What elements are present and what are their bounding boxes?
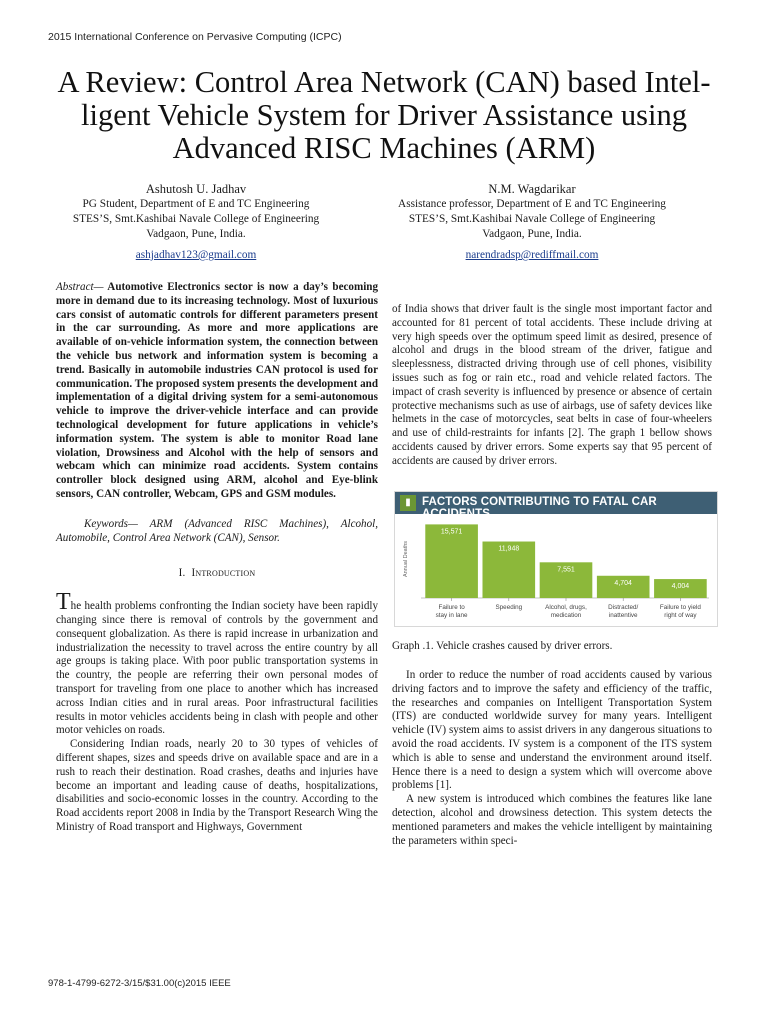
title-line-3: Advanced RISC Machines (ARM): [172, 131, 596, 165]
abstract-text: Automotive Electronics sector is now a day’s becoming more in demand due to its increasing technology. Most of luxurious cars consist of automatic controls for different parameters present in the car surrounding. As more and more applications are available of on-vehicle information system, the connection between the vehicle bus network and information system is becoming a trend. Basically in automobile industries CAN protocol is used for communication. The proposed system presents the development and implementation of a digital driving system for a semi-autonomous vehicle to improve the driver-vehicle interface and can provide technological development for future applications in vehicle’s information system. The system is able to monitor Road lane violation, Drowsiness and Alcohol with the help of sensors and webcam which can minimize road accidents. System contains controller block designed using ARM, alcohol and Eye-blink sensors, CAN controller, Webcam, GPS and GSM modules.: [56, 281, 378, 500]
author-affiliation: Assistance professor, Department of E and TC Engineering: [398, 198, 666, 210]
intro-paragraph-1: [56, 589, 378, 738]
chart-banner: [395, 492, 717, 514]
x-tick-label-3-1: Alcohol, drugs,: [545, 604, 587, 611]
drop-cap: T: [56, 589, 71, 616]
author-location: Vadgaon, Pune, India.: [146, 228, 246, 240]
right-paragraph-1: of India shows that driver fault is the single most important factor and accounted for 81 percent of total accidents. These include driving at very high speeds over the optimum speed limit as desired, presence of alcohol and drugs in the blood stream of the driver, fatigue and sleeplessness, distracted driving through use of cell phones, visibility issues such as fog or rain etc., road and vehicle related factors. The impact of crash severity is influenced by presence or absence of certain protective mechanisms such as use of airbags, use of safety devices like helmets in the case of motorcycles, seat belts in case of four-wheelers and use of child-restraints for infants [2]. The graph 1 bellow shows accidents caused by driver errors. Some experts say that 95 percent of accidents are caused by driver errors.: [392, 303, 712, 467]
right-paragraph-3: A new system is introduced which combines the features like lane detection, alcohol and drowsiness detection. This system detects the mentioned parameters and makes the vehicle intelligent by maintaining the parameters within speci-: [392, 793, 712, 847]
author-institution: STES’S, Smt.Kashibai Navale College of Engineering: [408, 213, 656, 225]
bar-value-label-5: 4,004: [671, 583, 690, 591]
author-email-link[interactable]: narendradsp@rediffmail.com: [465, 249, 599, 261]
page-footer: 978-1-4799-6272-3/15/$31.00(c)2015 IEEE: [48, 978, 231, 989]
keywords: Keywords— ARM (Advanced RISC Machines), Alcohol, Automobile, Control Area Network (CAN), Sensor.: [56, 517, 378, 544]
right-column: [392, 303, 712, 469]
abstract-label: Abstract—: [56, 281, 104, 293]
x-tick-label-3-2: medication: [550, 612, 582, 619]
title-line-2: ligent Vehicle System for Driver Assistance using: [81, 98, 687, 132]
author-block-1: [26, 181, 366, 263]
x-tick-label-5-1: Failure to yield: [659, 604, 701, 611]
left-column: [56, 281, 378, 835]
section-title: Introduction: [191, 567, 256, 580]
intro-paragraph-2: Considering Indian roads, nearly 20 to 30 types of vehicles of different shapes, sizes and speeds drive on available space and are in a rush to reach their destination. Road crashes, deaths and injuries have become an important and leading cause of deaths, hospitalizations, disabilities and socio-economic losses in the country. According to the Road accidents report 2008 in India by the Transport Research Wing the Ministry of Road transport and Highways, Government: [56, 738, 378, 833]
section-heading: [56, 567, 378, 581]
paper-title: [20, 66, 748, 165]
chart-title: FACTORS CONTRIBUTING TO FATAL CAR: [422, 496, 657, 508]
y-axis-label: Annual Deaths: [403, 540, 409, 578]
title-line-1: A Review: Control Area Network (CAN) based Intel-: [57, 65, 711, 99]
x-tick-label-5-2: right of way: [664, 612, 697, 619]
bar-value-label-4: 4,704: [614, 579, 632, 587]
author-name: Ashutosh U. Jadhav: [145, 182, 247, 196]
graph-caption: Graph .1. Vehicle crashes caused by driver errors.: [392, 640, 613, 652]
section-number: I.: [178, 567, 186, 580]
abstract: [56, 281, 378, 502]
bar-value-label-1: 15,571: [440, 528, 463, 536]
author-location: Vadgaon, Pune, India.: [482, 228, 582, 240]
right-column-lower: [392, 669, 712, 848]
x-tick-label-2-1: Speeding: [495, 604, 523, 611]
x-tick-label-1-1: Failure to: [438, 604, 465, 611]
conference-header: 2015 International Conference on Pervasive Computing (ICPC): [48, 31, 342, 43]
author-email-link[interactable]: ashjadhav123@gmail.com: [135, 249, 257, 261]
bar-value-label-3: 7,551: [557, 566, 575, 574]
bar-value-label-2: 11,948: [498, 545, 520, 553]
x-tick-label-4-1: Distracted/: [608, 604, 639, 611]
x-tick-label-4-2: inattentive: [608, 612, 638, 619]
intro-paragraph-1-text: he health problems confronting the Indian society have been rapidly changing since there is removal of controls by the government and consequent globalization. As there is rapid increase in urbanization and industrialization the necessity to travel across the entire country by all age groups is taking place. With poor public transportation systems in the country, the people are referring their own personal modes of transport for traveling from one place to another which has increased across Indian cities and in rural areas. Poor infrastructural facilities results in motor vehicles accidents being in clash with people and other motor vehicles on roads.: [56, 600, 378, 737]
chart-plot: [395, 514, 717, 626]
chart-banner-icon: ▮: [400, 495, 416, 511]
bar-1: [425, 524, 478, 598]
accident-factors-chart: [394, 491, 718, 627]
author-institution: STES’S, Smt.Kashibai Navale College of Engineering: [72, 213, 320, 225]
author-block-2: [362, 181, 702, 263]
author-name: N.M. Wagdarikar: [488, 182, 576, 196]
x-tick-label-1-2: stay in lane: [435, 612, 468, 619]
author-affiliation: PG Student, Department of E and TC Engineering: [82, 198, 310, 210]
right-paragraph-2: In order to reduce the number of road accidents caused by various driving factors and to improve the safety and efficiency of the traffic, the researches and companies on Intelligent Transportation System (ITS) are conducted worldwide survey for many years. Intelligent vehicle (IV) system aims to assist drivers in any dangerous situations to avoid the road accidents. IV system is a component of the ITS system which is able to sense and understand the environment around itself. Hence there is a need to design a system which will overcome above problems [1].: [392, 669, 712, 792]
